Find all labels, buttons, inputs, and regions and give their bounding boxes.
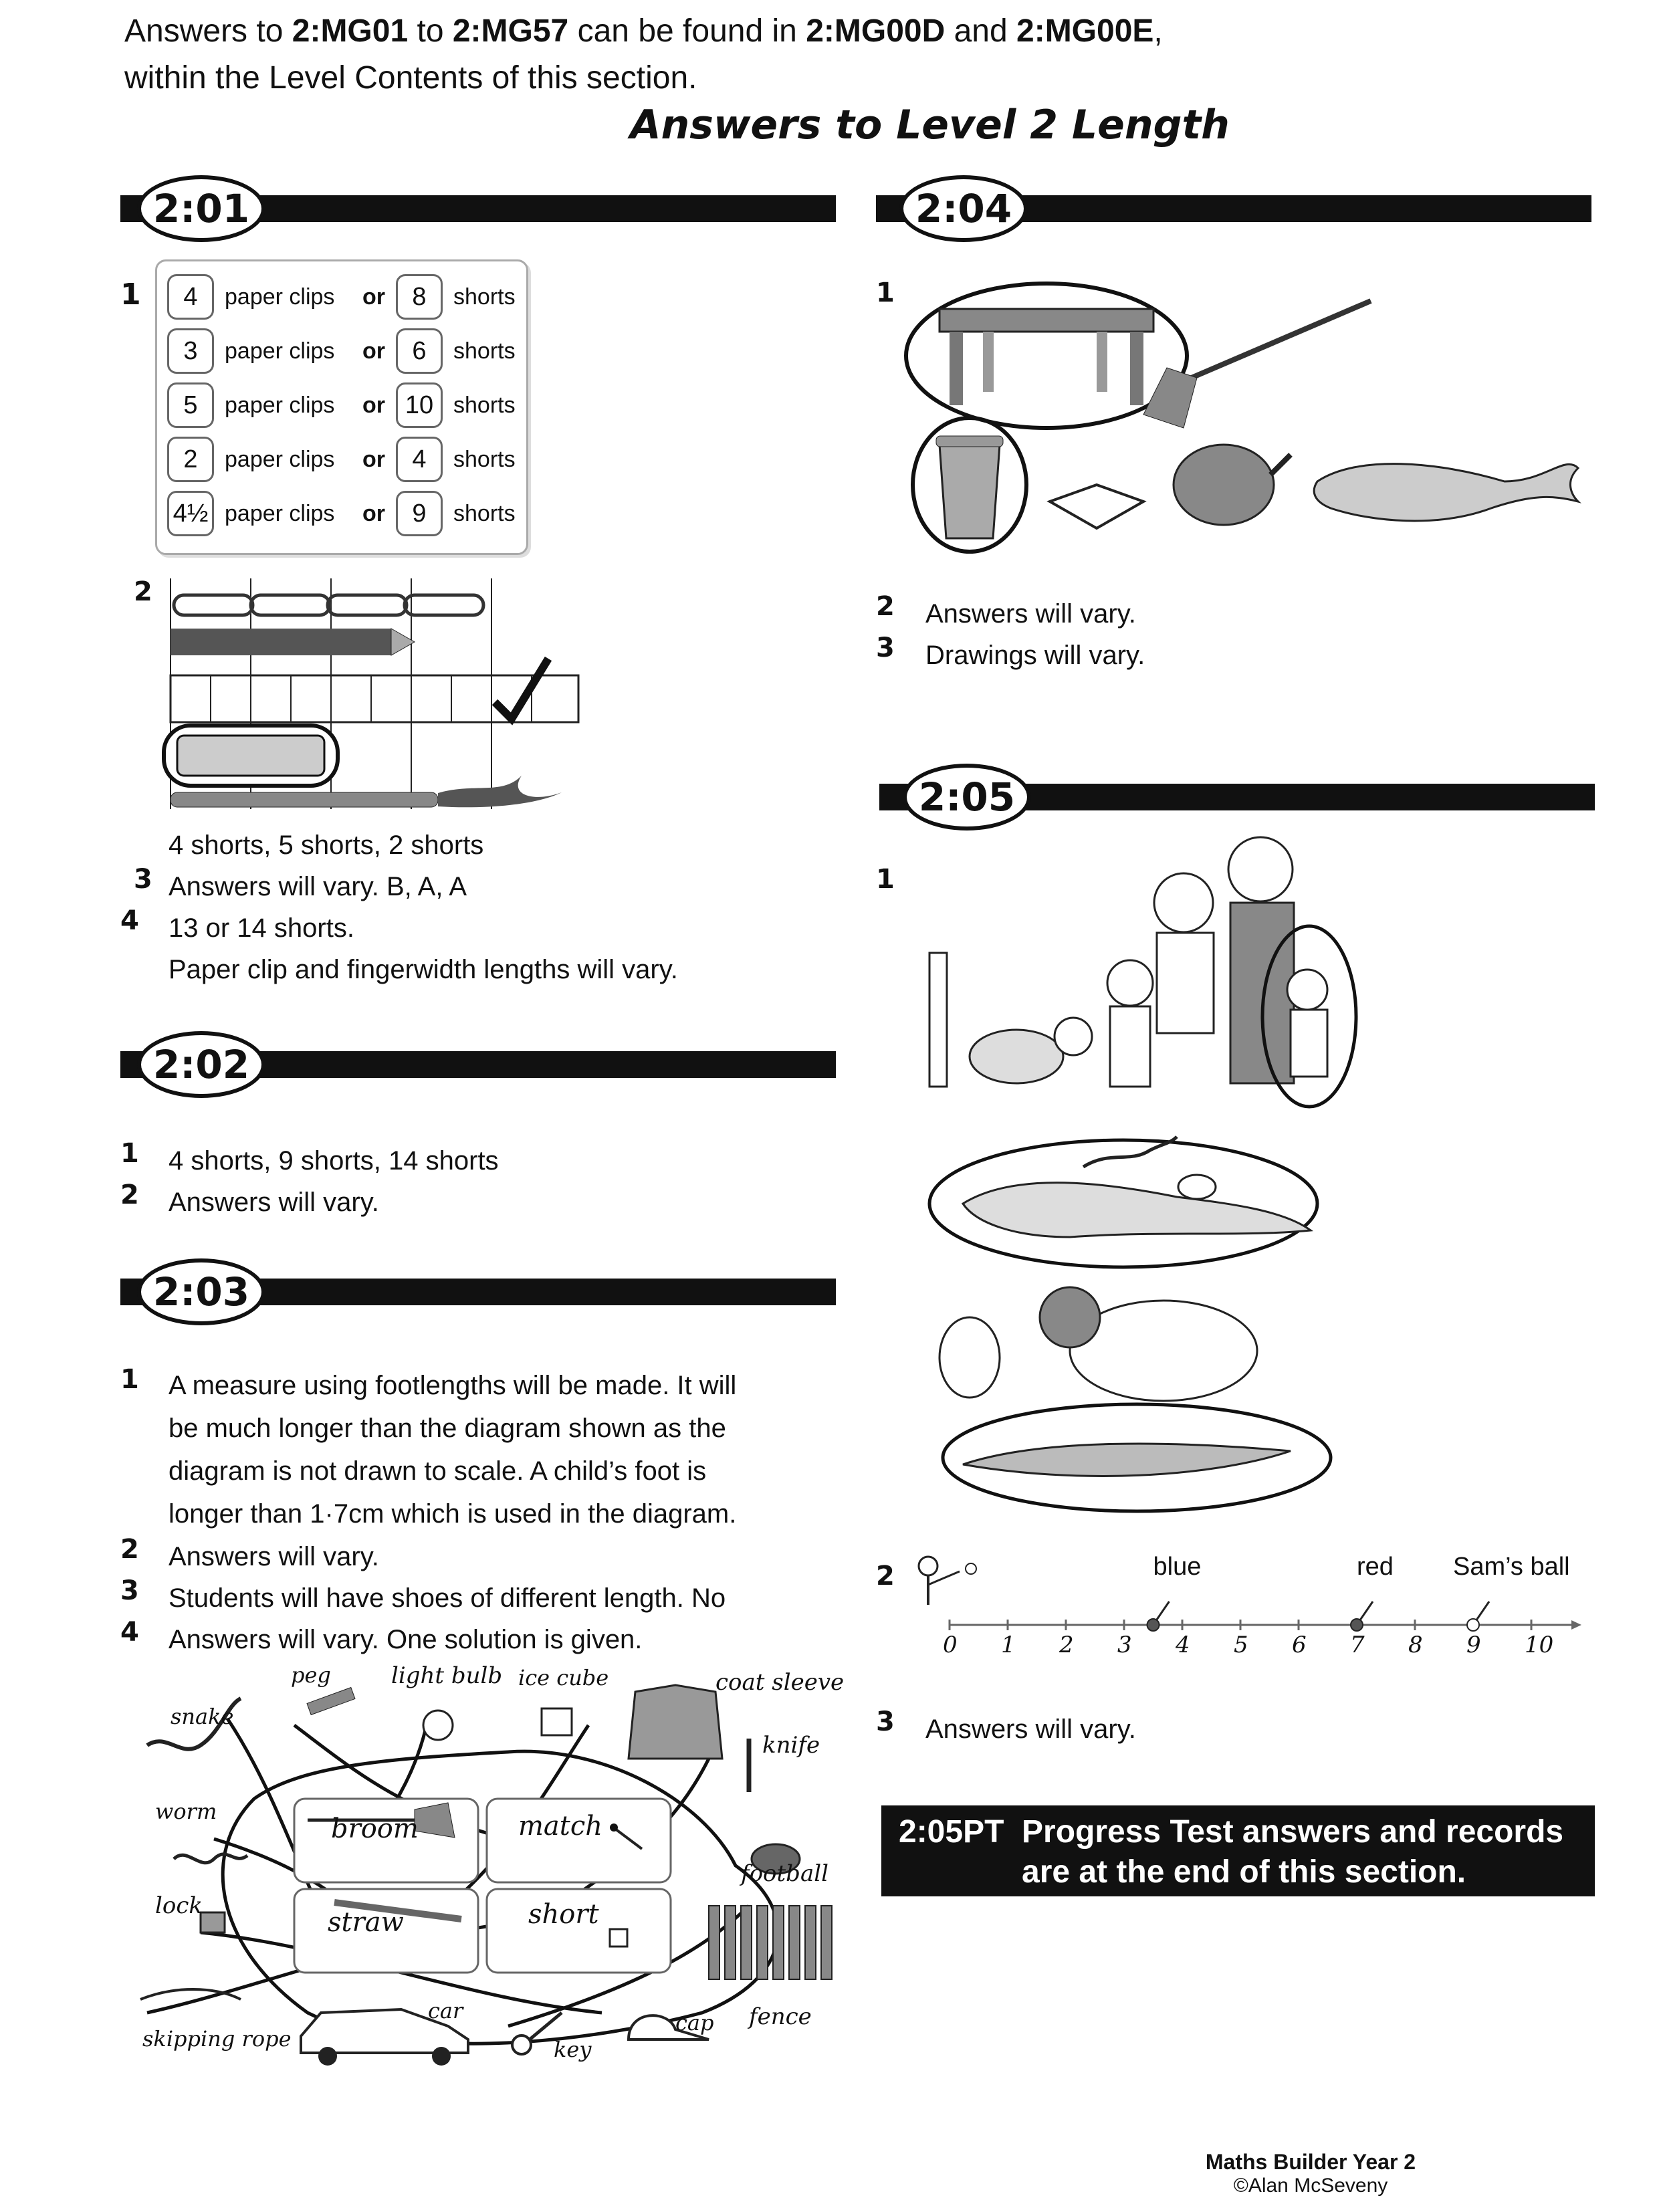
ratio-row bbox=[167, 437, 526, 482]
paper-clip-icon bbox=[174, 595, 483, 615]
marker-label: blue bbox=[1153, 1553, 1202, 1581]
diagram-label: football bbox=[741, 1860, 828, 1887]
axis-tick-label: 5 bbox=[1234, 1632, 1248, 1658]
ratio-row bbox=[167, 274, 526, 320]
q-number: 2 bbox=[120, 1534, 139, 1565]
q-number: 3 bbox=[876, 633, 895, 663]
whale-icon bbox=[1314, 464, 1578, 521]
q-number: 1 bbox=[876, 864, 895, 895]
diagram-label: short bbox=[528, 1899, 599, 1930]
axis-tick-label: 3 bbox=[1117, 1632, 1132, 1658]
q-number: 3 bbox=[876, 1706, 895, 1737]
diagram-label: car bbox=[428, 1998, 463, 2023]
longest-object-figure bbox=[903, 281, 1605, 568]
shorts-label: shorts bbox=[453, 284, 516, 310]
ice-cube-icon bbox=[542, 1708, 572, 1735]
axis-tick-label: 6 bbox=[1292, 1632, 1307, 1658]
diagram-label: key bbox=[554, 2037, 592, 2062]
shorts-count: 9 bbox=[396, 491, 443, 536]
shorts-count: 6 bbox=[396, 328, 443, 374]
peg-icon bbox=[307, 1688, 355, 1715]
q-number: 2 bbox=[876, 591, 895, 622]
pt-text-line1: Progress Test answers and records bbox=[1022, 1814, 1564, 1850]
dog-icon bbox=[970, 1018, 1092, 1083]
ratio-row bbox=[167, 382, 526, 428]
q-number: 4 bbox=[120, 905, 139, 936]
mouse-icon bbox=[1040, 1287, 1257, 1401]
fence-icon bbox=[709, 1906, 832, 1979]
coat-icon bbox=[629, 1685, 722, 1759]
answer-text: Answers will vary. B, A, A bbox=[169, 872, 467, 901]
answer-text: 4 shorts, 5 shorts, 2 shorts bbox=[169, 831, 484, 860]
diagram-label: skipping rope bbox=[142, 2026, 292, 2052]
axis-tick-label: 7 bbox=[1350, 1632, 1365, 1658]
or-label: or bbox=[362, 284, 385, 310]
shorts-label: shorts bbox=[453, 392, 516, 418]
q-number: 2 bbox=[876, 1561, 895, 1591]
family-icon bbox=[1107, 837, 1327, 1087]
diagram-label: straw bbox=[328, 1907, 404, 1938]
shorts-count: 10 bbox=[396, 382, 443, 428]
axis-tick-label: 2 bbox=[1059, 1632, 1074, 1658]
eraser-icon bbox=[164, 726, 338, 786]
q-number: 3 bbox=[120, 1575, 139, 1606]
clips-count: 4½ bbox=[167, 491, 214, 536]
clips-count: 5 bbox=[167, 382, 214, 428]
section-label-205: 2:05 bbox=[903, 764, 1031, 831]
answer-text: Drawings will vary. bbox=[925, 641, 1145, 670]
q-number: 1 bbox=[120, 1364, 139, 1395]
marker-label: Sam’s ball bbox=[1453, 1553, 1570, 1581]
diagram-label: worm bbox=[155, 1799, 217, 1824]
diagram-label: light bulb bbox=[391, 1662, 503, 1689]
diagram-label: coat sleeve bbox=[715, 1669, 845, 1696]
section-label-204: 2:04 bbox=[899, 175, 1028, 242]
ratio-row bbox=[167, 328, 526, 374]
intro-text: Answers to 2:MG01 to 2:MG57 can be found in 2:MG00D and 2:MG00E, within the Level Contents of this section. bbox=[124, 13, 1163, 96]
pt-text-line2: are at the end of this section. bbox=[1022, 1854, 1466, 1890]
diagram-label: lock bbox=[155, 1892, 203, 1919]
diagram-label: broom bbox=[331, 1813, 419, 1844]
axis-tick-label: 8 bbox=[1408, 1632, 1423, 1658]
diagram-label: fence bbox=[749, 2003, 812, 2030]
light-bulb-icon bbox=[423, 1710, 453, 1740]
shorts-count: 8 bbox=[396, 274, 443, 320]
footer bbox=[1123, 2150, 1498, 2197]
axis-tick-label: 0 bbox=[943, 1632, 958, 1658]
girl-throwing-icon bbox=[919, 1557, 976, 1605]
axis-tick-label: 1 bbox=[1001, 1632, 1016, 1658]
footer-author: ©Alan McSeveny bbox=[1233, 2175, 1388, 2197]
book-icon bbox=[1050, 485, 1143, 528]
clips-count: 2 bbox=[167, 437, 214, 482]
q-number: 3 bbox=[134, 864, 152, 895]
diagram-label: match bbox=[518, 1811, 603, 1842]
ratio-row bbox=[167, 491, 526, 536]
answer-text: Answers will vary. One solution is given. bbox=[169, 1625, 643, 1654]
progress-test-box bbox=[881, 1805, 1595, 1896]
marker-label: red bbox=[1357, 1553, 1394, 1581]
section-label-203: 2:03 bbox=[137, 1258, 265, 1325]
clips-label: paper clips bbox=[225, 392, 335, 418]
shorts-count: 4 bbox=[396, 437, 443, 482]
section-label-201: 2:01 bbox=[137, 175, 265, 242]
answer-paragraph: A measure using footlengths will be made. It will be much longer than the diagram shown as the diagram is not drawn to scale. A child’s foot is longer than 1·7cm which is used in the diagram. bbox=[169, 1371, 737, 1529]
fish-icon bbox=[943, 1404, 1331, 1511]
answer-text: Answers will vary. bbox=[169, 1542, 379, 1571]
axis-tick-label: 4 bbox=[1176, 1632, 1190, 1658]
cube-icon bbox=[610, 1929, 627, 1947]
q-number: 1 bbox=[120, 1138, 139, 1169]
or-label: or bbox=[362, 500, 385, 526]
table-icon bbox=[939, 309, 1153, 405]
answer-text: 4 shorts, 9 shorts, 14 shorts bbox=[169, 1146, 499, 1176]
lizard-icon bbox=[929, 1140, 1317, 1267]
clips-label: paper clips bbox=[225, 500, 335, 526]
answer-text: Answers will vary. bbox=[925, 1715, 1136, 1744]
ruler-icon bbox=[929, 953, 947, 1087]
q-number: 1 bbox=[120, 278, 141, 312]
height-comparison-figure bbox=[909, 822, 1391, 1518]
teapot-icon bbox=[1174, 445, 1291, 525]
worm-icon bbox=[174, 1854, 247, 1863]
or-label: or bbox=[362, 338, 385, 364]
length-comparison-figure bbox=[160, 575, 602, 816]
marker-point bbox=[1147, 1619, 1159, 1631]
length-matching-diagram bbox=[134, 1665, 843, 2080]
pt-code: 2:05PT bbox=[899, 1814, 1004, 1850]
answer-text: Answers will vary. bbox=[169, 1188, 379, 1217]
answer-text: 13 or 14 shorts. bbox=[169, 913, 354, 943]
frog-icon bbox=[1178, 1175, 1216, 1199]
marker-point bbox=[1467, 1619, 1479, 1631]
footer-book-title: Maths Builder Year 2 bbox=[1205, 2150, 1416, 2174]
clips-label: paper clips bbox=[225, 284, 335, 310]
lock-icon bbox=[201, 1912, 225, 1932]
clips-count: 3 bbox=[167, 328, 214, 374]
clips-label: paper clips bbox=[225, 338, 335, 364]
q-number: 2 bbox=[134, 576, 152, 607]
diagram-label: peg bbox=[291, 1662, 331, 1688]
q-number: 1 bbox=[876, 278, 895, 308]
clips-label: paper clips bbox=[225, 446, 335, 472]
page-title: Answers to Level 2 Length bbox=[630, 102, 1230, 148]
shorts-label: shorts bbox=[453, 446, 516, 472]
answer-text: Students will have shoes of different length. No bbox=[169, 1583, 726, 1613]
diagram-label: ice cube bbox=[518, 1665, 609, 1690]
or-label: or bbox=[362, 446, 385, 472]
answer-text: Answers will vary. bbox=[925, 599, 1136, 629]
q-number: 2 bbox=[120, 1180, 139, 1210]
diagram-label: snake bbox=[171, 1704, 234, 1729]
section-label-202: 2:02 bbox=[137, 1031, 265, 1098]
or-label: or bbox=[362, 392, 385, 418]
q-number: 4 bbox=[120, 1617, 139, 1648]
rabbit-icon bbox=[939, 1317, 1000, 1398]
diagram-label: knife bbox=[762, 1732, 820, 1759]
mop-icon bbox=[1143, 301, 1371, 428]
axis-tick-label: 10 bbox=[1525, 1632, 1554, 1658]
answer-text: Paper clip and fingerwidth lengths will vary. bbox=[169, 955, 678, 984]
shorts-label: shorts bbox=[453, 500, 516, 526]
axis-tick-label: 9 bbox=[1466, 1632, 1481, 1658]
pencil-icon bbox=[171, 629, 415, 655]
shorts-label: shorts bbox=[453, 338, 516, 364]
clips-count: 4 bbox=[167, 274, 214, 320]
rubbish-bin-icon bbox=[936, 436, 1003, 538]
marker-point bbox=[1351, 1619, 1363, 1631]
diagram-label: cap bbox=[675, 2010, 714, 2035]
